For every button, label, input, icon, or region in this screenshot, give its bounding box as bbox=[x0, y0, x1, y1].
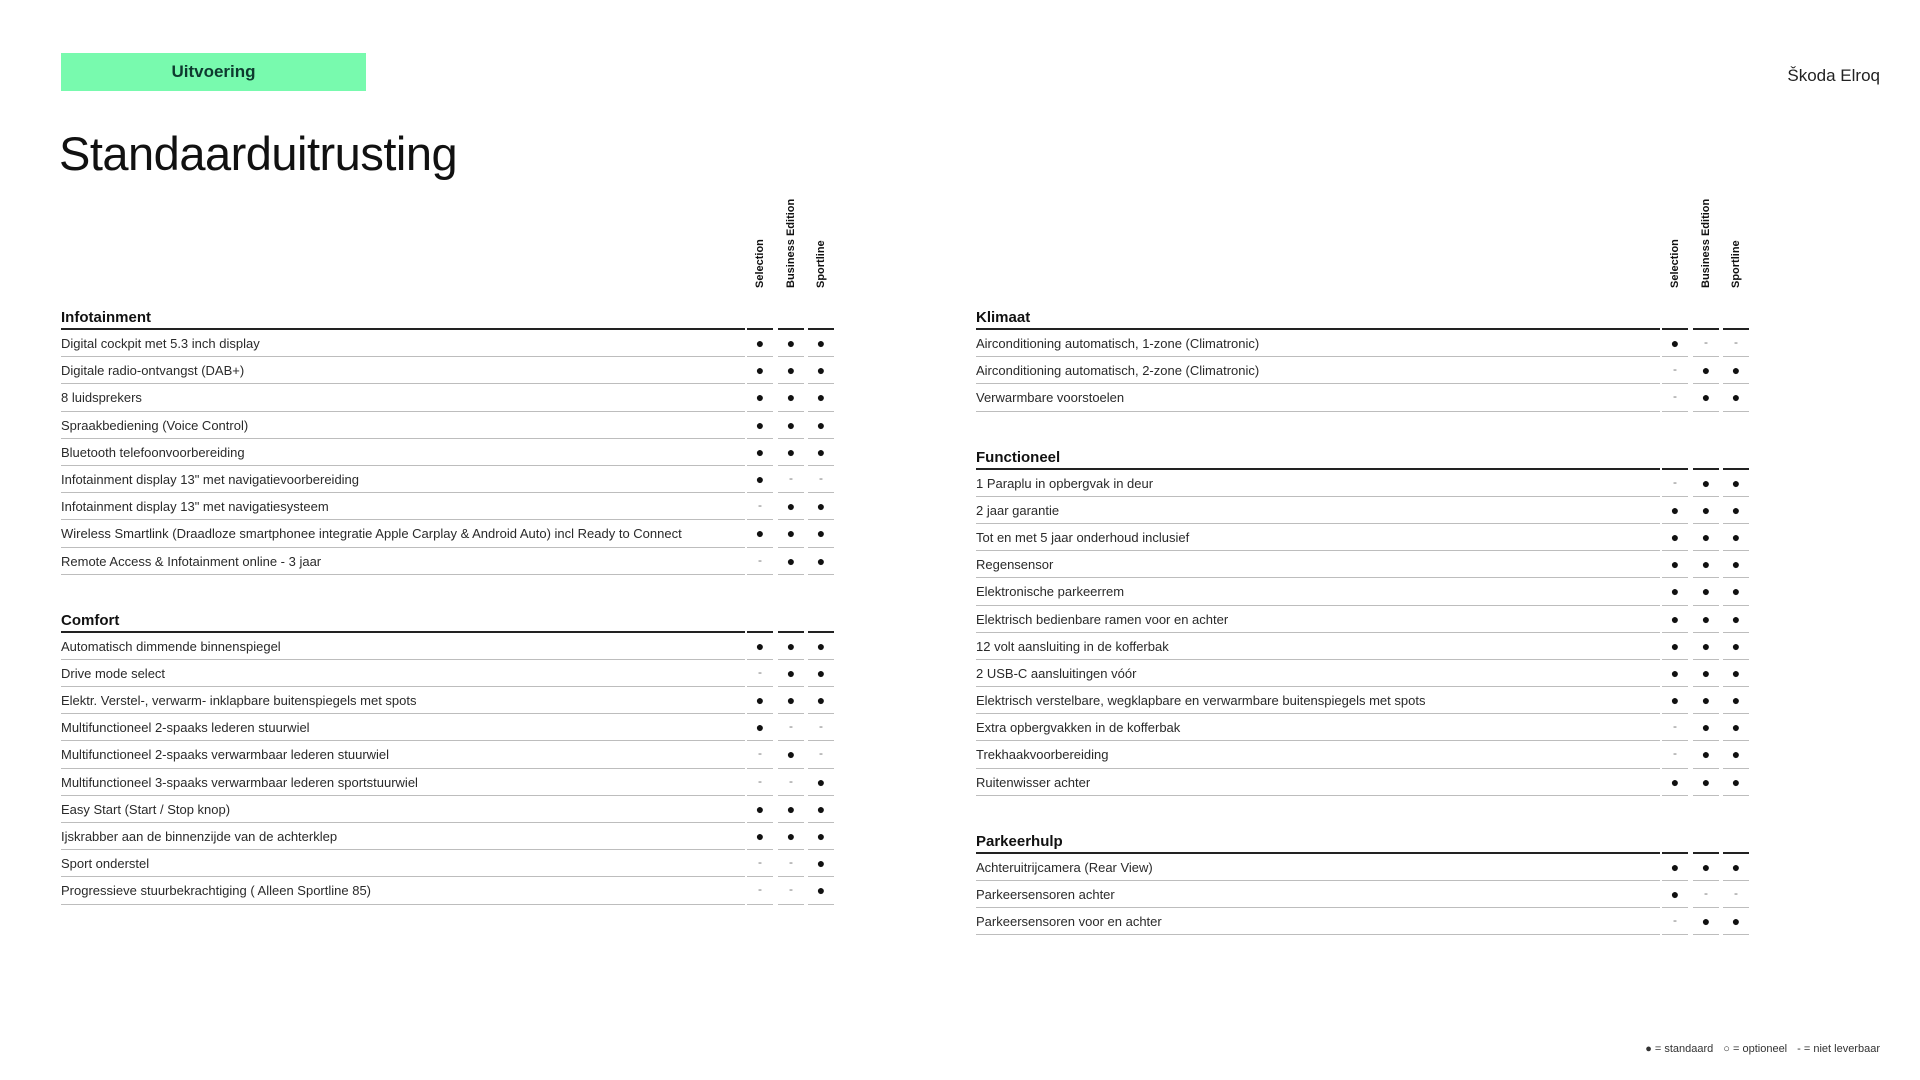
table-row bbox=[976, 524, 1756, 551]
row-label: Elektrisch bedienbare ramen voor en achter bbox=[976, 611, 1229, 627]
standard-dot-icon: ● bbox=[1701, 719, 1711, 736]
row-divider bbox=[61, 574, 745, 575]
standard-dot-icon: ● bbox=[1731, 664, 1741, 681]
standard-dot-icon: ● bbox=[1670, 556, 1680, 573]
row-divider bbox=[976, 411, 1660, 412]
standard-dot-icon: ● bbox=[755, 389, 765, 406]
standard-dot-icon: ● bbox=[816, 882, 826, 899]
table-row bbox=[61, 439, 841, 466]
table-row bbox=[61, 823, 841, 850]
standard-dot-icon: ● bbox=[816, 498, 826, 515]
row-label: Elektr. Verstel-, verwarm- inklapbare buitenspiegels met spots bbox=[61, 693, 417, 709]
column-header-business-edition: Business Edition bbox=[1700, 198, 1712, 288]
standard-dot-icon: ● bbox=[1731, 610, 1741, 627]
section-title: Functioneel bbox=[976, 448, 1061, 466]
standard-dot-icon: ● bbox=[1670, 528, 1680, 545]
table-row bbox=[976, 881, 1756, 908]
standard-dot-icon: ● bbox=[1701, 556, 1711, 573]
not-available-dash-icon: - bbox=[819, 746, 823, 761]
not-available-dash-icon: - bbox=[1673, 474, 1677, 489]
standard-dot-icon: ● bbox=[755, 470, 765, 487]
not-available-dash-icon: - bbox=[789, 470, 793, 485]
table-row bbox=[61, 548, 841, 575]
not-available-dash-icon: - bbox=[1704, 886, 1708, 900]
row-label: Airconditioning automatisch, 2-zone (Climatronic) bbox=[976, 363, 1260, 379]
not-available-dash-icon: - bbox=[1673, 913, 1677, 928]
row-divider bbox=[1693, 411, 1719, 412]
row-label: 2 jaar garantie bbox=[976, 502, 1060, 518]
not-available-dash-icon: - bbox=[758, 498, 762, 513]
section-title: Parkeerhulp bbox=[976, 832, 1063, 850]
section-title: Klimaat bbox=[976, 309, 1031, 326]
legend-not-available: - = niet leverbaar bbox=[1797, 1043, 1880, 1055]
standard-dot-icon: ● bbox=[816, 773, 826, 790]
not-available-dash-icon: - bbox=[1673, 389, 1677, 404]
row-label: Automatisch dimmende binnenspiegel bbox=[61, 638, 281, 654]
table-row bbox=[61, 633, 841, 660]
row-divider bbox=[1662, 411, 1688, 412]
standard-dot-icon: ● bbox=[1670, 583, 1680, 600]
table-row bbox=[61, 714, 841, 741]
row-label: Bluetooth telefoonvoorbereiding bbox=[61, 444, 245, 460]
standard-dot-icon: ● bbox=[1701, 610, 1711, 627]
row-label: 2 USB-C aansluitingen vóór bbox=[976, 665, 1137, 681]
row-label: Tot en met 5 jaar onderhoud inclusief bbox=[976, 529, 1190, 545]
standard-dot-icon: ● bbox=[786, 664, 796, 681]
row-label: 12 volt aansluiting in de kofferbak bbox=[976, 638, 1169, 654]
row-label: Elektrisch verstelbare, wegklapbare en verwarmbare buitenspiegels met spots bbox=[976, 693, 1426, 709]
standard-dot-icon: ● bbox=[1701, 858, 1711, 875]
section-header bbox=[976, 440, 1756, 470]
row-label: Digital cockpit met 5.3 inch display bbox=[61, 336, 260, 351]
brand-label: Škoda Elroq bbox=[1787, 66, 1880, 85]
row-label: Multifunctioneel 2-spaaks verwarmbaar lederen stuurwiel bbox=[61, 747, 390, 763]
standard-dot-icon: ● bbox=[1731, 528, 1741, 545]
standard-dot-icon: ● bbox=[1701, 637, 1711, 654]
not-available-dash-icon: - bbox=[789, 773, 793, 788]
table-row bbox=[61, 520, 841, 547]
standard-dot-icon: ● bbox=[1701, 773, 1711, 790]
standard-dot-icon: ● bbox=[1731, 362, 1741, 379]
standard-dot-icon: ● bbox=[816, 637, 826, 654]
row-label: Spraakbediening (Voice Control) bbox=[61, 417, 249, 433]
column-header-sportline: Sportline bbox=[1730, 240, 1742, 288]
standard-dot-icon: ● bbox=[1670, 610, 1680, 627]
standard-dot-icon: ● bbox=[1701, 692, 1711, 709]
table-row bbox=[61, 466, 841, 493]
row-label: Progressieve stuurbekrachtiging ( Alleen Sportline 85) bbox=[61, 883, 372, 899]
standard-dot-icon: ● bbox=[786, 800, 796, 817]
standard-dot-icon: ● bbox=[786, 525, 796, 542]
not-available-dash-icon: - bbox=[758, 746, 762, 761]
standard-dot-icon: ● bbox=[1701, 913, 1711, 930]
not-available-dash-icon: - bbox=[1673, 719, 1677, 734]
column-header-selection: Selection bbox=[754, 239, 766, 288]
table-row bbox=[976, 687, 1756, 714]
not-available-dash-icon: - bbox=[758, 773, 762, 788]
standard-dot-icon: ● bbox=[816, 525, 826, 542]
row-label: Infotainment display 13" met navigatievoorbereiding bbox=[61, 471, 360, 487]
row-label: Achteruitrijcamera (Rear View) bbox=[976, 859, 1153, 875]
left-sections bbox=[61, 300, 841, 905]
column-header-sportline: Sportline bbox=[815, 240, 827, 288]
table-row bbox=[61, 330, 841, 357]
not-available-dash-icon: - bbox=[758, 552, 762, 567]
standard-dot-icon: ● bbox=[816, 664, 826, 681]
not-available-dash-icon: - bbox=[758, 664, 762, 679]
legend-optional: ○ = optioneel bbox=[1723, 1043, 1788, 1055]
section-header bbox=[61, 603, 841, 633]
table-row bbox=[976, 908, 1756, 935]
standard-dot-icon: ● bbox=[1731, 389, 1741, 406]
standard-dot-icon: ● bbox=[1731, 858, 1741, 875]
standard-dot-icon: ● bbox=[1731, 719, 1741, 736]
table-row bbox=[976, 357, 1756, 384]
standard-dot-icon: ● bbox=[1701, 362, 1711, 379]
standard-dot-icon: ● bbox=[1701, 583, 1711, 600]
table-row bbox=[976, 854, 1756, 881]
page-title: Standaarduitrusting bbox=[59, 127, 458, 180]
standard-dot-icon: ● bbox=[816, 692, 826, 709]
standard-dot-icon: ● bbox=[755, 335, 765, 351]
standard-dot-icon: ● bbox=[816, 362, 826, 379]
standard-dot-icon: ● bbox=[816, 552, 826, 569]
row-divider bbox=[808, 904, 834, 905]
row-label: Trekhaakvoorbereiding bbox=[976, 747, 1109, 763]
standard-dot-icon: ● bbox=[786, 416, 796, 433]
row-divider bbox=[1662, 934, 1688, 935]
standard-dot-icon: ● bbox=[786, 552, 796, 569]
standard-dot-icon: ● bbox=[816, 800, 826, 817]
standard-dot-icon: ● bbox=[816, 828, 826, 844]
standard-dot-icon: ● bbox=[755, 525, 765, 542]
equipment-section bbox=[976, 440, 1756, 796]
row-label: Extra opbergvakken in de kofferbak bbox=[976, 720, 1181, 736]
row-divider bbox=[976, 934, 1660, 935]
right-column bbox=[976, 200, 1756, 963]
table-row bbox=[976, 714, 1756, 741]
standard-dot-icon: ● bbox=[786, 692, 796, 709]
standard-dot-icon: ● bbox=[786, 389, 796, 406]
standard-dot-icon: ● bbox=[755, 637, 765, 654]
standard-dot-icon: ● bbox=[786, 443, 796, 460]
table-row bbox=[61, 796, 841, 823]
row-label: Remote Access & Infotainment online - 3 jaar bbox=[61, 553, 322, 569]
row-divider bbox=[747, 574, 773, 575]
table-row bbox=[61, 741, 841, 768]
standard-dot-icon: ● bbox=[1701, 389, 1711, 406]
standard-dot-icon: ● bbox=[1701, 528, 1711, 545]
column-header-business-edition: Business Edition bbox=[785, 198, 797, 288]
table-row bbox=[976, 497, 1756, 524]
standard-dot-icon: ● bbox=[1731, 913, 1741, 930]
standard-dot-icon: ● bbox=[1731, 637, 1741, 654]
standard-dot-icon: ● bbox=[816, 443, 826, 460]
table-row bbox=[61, 384, 841, 411]
standard-dot-icon: ● bbox=[1670, 886, 1680, 902]
standard-dot-icon: ● bbox=[1701, 664, 1711, 681]
equipment-section bbox=[61, 603, 841, 905]
row-divider bbox=[1693, 795, 1719, 796]
standard-dot-icon: ● bbox=[755, 443, 765, 460]
row-divider bbox=[778, 574, 804, 575]
standard-dot-icon: ● bbox=[1731, 773, 1741, 790]
section-header bbox=[976, 824, 1756, 854]
table-row bbox=[976, 384, 1756, 411]
standard-dot-icon: ● bbox=[816, 855, 826, 872]
table-row bbox=[976, 578, 1756, 605]
standard-dot-icon: ● bbox=[786, 746, 796, 763]
standard-dot-icon: ● bbox=[1670, 858, 1680, 875]
standard-dot-icon: ● bbox=[1731, 746, 1741, 763]
section-title: Infotainment bbox=[61, 309, 151, 326]
not-available-dash-icon: - bbox=[789, 855, 793, 870]
row-label: Drive mode select bbox=[61, 665, 166, 681]
standard-dot-icon: ● bbox=[816, 335, 826, 351]
table-row bbox=[976, 330, 1756, 357]
standard-dot-icon: ● bbox=[816, 416, 826, 433]
standard-dot-icon: ● bbox=[1701, 474, 1711, 491]
standard-dot-icon: ● bbox=[755, 362, 765, 379]
standard-dot-icon: ● bbox=[755, 719, 765, 736]
row-label: 1 Paraplu in opbergvak in deur bbox=[976, 475, 1154, 491]
table-row bbox=[976, 606, 1756, 633]
not-available-dash-icon: - bbox=[819, 470, 823, 485]
table-row bbox=[61, 687, 841, 714]
standard-dot-icon: ● bbox=[1670, 664, 1680, 681]
table-row bbox=[976, 741, 1756, 768]
standard-dot-icon: ● bbox=[1670, 501, 1680, 518]
standard-dot-icon: ● bbox=[786, 637, 796, 654]
not-available-dash-icon: - bbox=[819, 719, 823, 734]
standard-dot-icon: ● bbox=[1731, 583, 1741, 600]
not-available-dash-icon: - bbox=[758, 855, 762, 870]
column-header-selection: Selection bbox=[1669, 239, 1681, 288]
row-label: Airconditioning automatisch, 1-zone (Climatronic) bbox=[976, 336, 1260, 351]
section-header bbox=[976, 300, 1756, 330]
table-row bbox=[61, 660, 841, 687]
right-sections bbox=[976, 300, 1756, 935]
row-label: Parkeersensoren achter bbox=[976, 887, 1115, 902]
standard-dot-icon: ● bbox=[786, 335, 796, 351]
row-divider bbox=[808, 574, 834, 575]
not-available-dash-icon: - bbox=[1734, 335, 1738, 349]
not-available-dash-icon: - bbox=[1673, 362, 1677, 377]
section-title: Comfort bbox=[61, 611, 120, 629]
row-label: Verwarmbare voorstoelen bbox=[976, 390, 1125, 406]
row-divider bbox=[61, 904, 745, 905]
row-divider bbox=[1723, 795, 1749, 796]
row-label: Ruitenwisser achter bbox=[976, 774, 1091, 790]
table-row bbox=[61, 877, 841, 904]
table-row bbox=[61, 357, 841, 384]
row-label: Multifunctioneel 2-spaaks lederen stuurwiel bbox=[61, 720, 310, 736]
row-label: 8 luidsprekers bbox=[61, 390, 142, 406]
standard-dot-icon: ● bbox=[1731, 474, 1741, 491]
column-headers bbox=[61, 200, 841, 300]
row-label: Digitale radio-ontvangst (DAB+) bbox=[61, 363, 245, 379]
standard-dot-icon: ● bbox=[786, 828, 796, 844]
row-label: Wireless Smartlink (Draadloze smartphonee integratie Apple Carplay & Android Auto) incl Ready to Connect bbox=[61, 526, 682, 542]
standard-dot-icon: ● bbox=[755, 416, 765, 433]
not-available-dash-icon: - bbox=[758, 882, 762, 897]
standard-dot-icon: ● bbox=[1731, 501, 1741, 518]
left-column bbox=[61, 200, 841, 933]
table-row bbox=[61, 412, 841, 439]
section-tag: Uitvoering bbox=[61, 53, 366, 91]
table-row bbox=[976, 551, 1756, 578]
row-divider bbox=[1693, 934, 1719, 935]
not-available-dash-icon: - bbox=[1673, 746, 1677, 761]
standard-dot-icon: ● bbox=[1701, 746, 1711, 763]
standard-dot-icon: ● bbox=[1670, 692, 1680, 709]
table-row bbox=[976, 769, 1756, 796]
row-divider bbox=[778, 904, 804, 905]
row-label: Regensensor bbox=[976, 557, 1054, 573]
not-available-dash-icon: - bbox=[1734, 886, 1738, 900]
table-row bbox=[61, 850, 841, 877]
not-available-dash-icon: - bbox=[1704, 335, 1708, 349]
standard-dot-icon: ● bbox=[1731, 556, 1741, 573]
row-divider bbox=[747, 904, 773, 905]
column-headers bbox=[976, 200, 1756, 300]
standard-dot-icon: ● bbox=[786, 362, 796, 379]
standard-dot-icon: ● bbox=[1670, 637, 1680, 654]
standard-dot-icon: ● bbox=[786, 498, 796, 515]
equipment-section bbox=[61, 300, 841, 575]
legend-standard: ● = standaard bbox=[1645, 1043, 1714, 1055]
standard-dot-icon: ● bbox=[1670, 773, 1680, 790]
row-label: Infotainment display 13" met navigatiesysteem bbox=[61, 499, 329, 515]
standard-dot-icon: ● bbox=[1731, 692, 1741, 709]
row-label: Parkeersensoren voor en achter bbox=[976, 914, 1162, 930]
standard-dot-icon: ● bbox=[755, 692, 765, 709]
equipment-section bbox=[976, 300, 1756, 412]
row-label: Sport onderstel bbox=[61, 856, 150, 872]
table-row bbox=[61, 493, 841, 520]
standard-dot-icon: ● bbox=[755, 800, 765, 817]
table-row bbox=[976, 660, 1756, 687]
table-row bbox=[61, 769, 841, 796]
standard-dot-icon: ● bbox=[816, 389, 826, 406]
equipment-section bbox=[976, 824, 1756, 936]
section-header bbox=[61, 300, 841, 330]
not-available-dash-icon: - bbox=[789, 719, 793, 734]
row-divider bbox=[976, 795, 1660, 796]
row-label: Ijskrabber aan de binnenzijde van de achterklep bbox=[61, 829, 338, 844]
row-divider bbox=[1662, 795, 1688, 796]
legend bbox=[1645, 1043, 1880, 1055]
row-label: Easy Start (Start / Stop knop) bbox=[61, 801, 231, 817]
standard-dot-icon: ● bbox=[1701, 501, 1711, 518]
standard-dot-icon: ● bbox=[1670, 335, 1680, 351]
table-row bbox=[976, 470, 1756, 497]
row-divider bbox=[1723, 934, 1749, 935]
row-divider bbox=[1723, 411, 1749, 412]
row-label: Multifunctioneel 3-spaaks verwarmbaar lederen sportstuurwiel bbox=[61, 774, 418, 790]
not-available-dash-icon: - bbox=[789, 882, 793, 897]
row-label: Elektronische parkeerrem bbox=[976, 584, 1125, 600]
table-row bbox=[976, 633, 1756, 660]
standard-dot-icon: ● bbox=[755, 828, 765, 844]
